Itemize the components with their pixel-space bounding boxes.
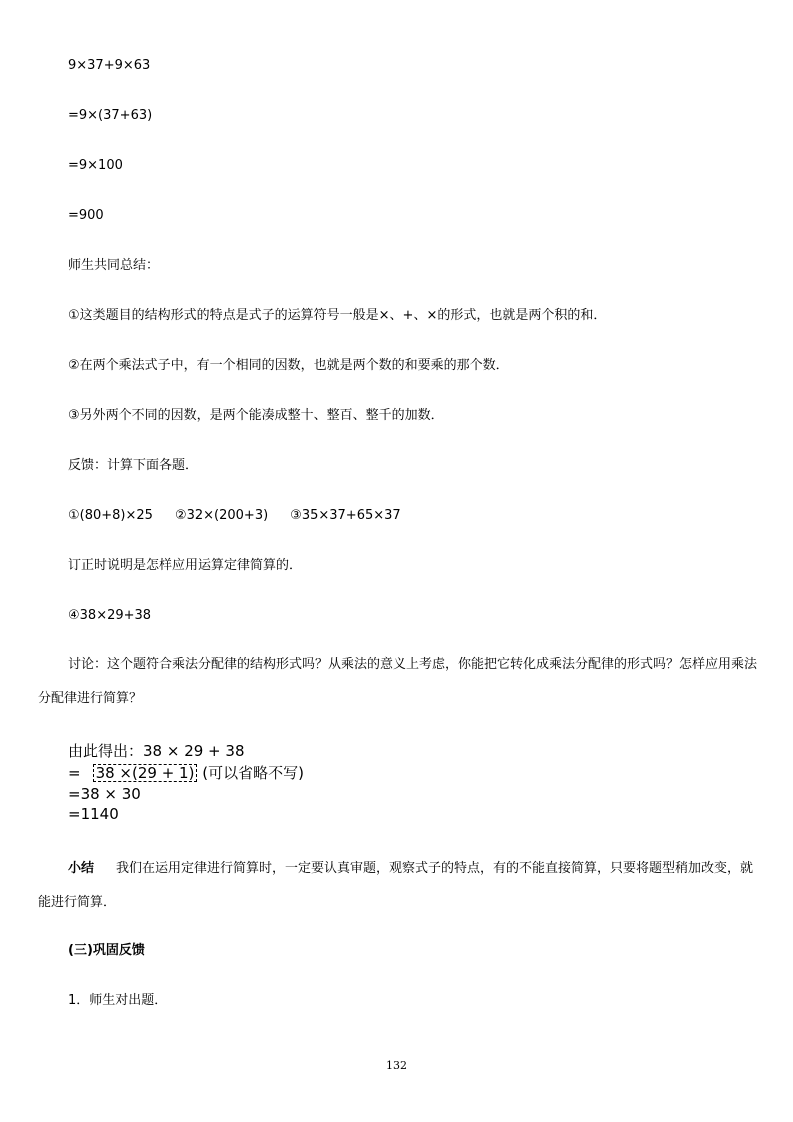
summary-point-2: ②在两个乘法式子中，有一个相同的因数，也就是两个数的和要乘的那个数． bbox=[68, 358, 509, 373]
exercise-4: ④38×29+38 bbox=[68, 608, 152, 623]
exercise-list bbox=[68, 507, 401, 525]
exercise-2: ②32×(200+3) bbox=[174, 508, 269, 523]
derivation-line-1 bbox=[68, 741, 245, 761]
derivation-intro: 由此得出： bbox=[68, 742, 144, 760]
step-line-2: =9×(37+63) bbox=[68, 108, 153, 123]
page-number: 132 bbox=[386, 1059, 407, 1072]
summary-heading: 师生共同总结： bbox=[68, 258, 160, 273]
derivation-equals: = bbox=[68, 764, 81, 782]
dashed-box-expression: 38 ×(29 + 1) bbox=[93, 764, 198, 782]
derivation-expression: 38 × 29 + 38 bbox=[143, 742, 245, 760]
exercise-1: ①(80+8)×25 bbox=[68, 508, 153, 523]
exercise-3: ③35×37+65×37 bbox=[290, 508, 401, 523]
item-1: 1．师生对出题． bbox=[68, 993, 168, 1008]
step-line-1: 9×37+9×63 bbox=[68, 58, 151, 73]
correction-note: 订正时说明是怎样应用运算定律简算的． bbox=[68, 558, 303, 573]
section-heading: (三)巩固反馈 bbox=[68, 943, 145, 958]
derivation-line-3: =38 × 30 bbox=[68, 785, 141, 803]
step-line-3: =9×100 bbox=[68, 158, 123, 173]
conclusion-paragraph bbox=[38, 852, 758, 920]
summary-point-3: ③另外两个不同的因数，是两个能凑成整十、整百、整千的加数． bbox=[68, 408, 444, 423]
feedback-intro: 反馈：计算下面各题． bbox=[68, 458, 199, 473]
derivation-line-2 bbox=[68, 763, 304, 783]
conclusion-text: 我们在运用定律进行简算时，一定要认真审题，观察式子的特点，有的不能直接简算，只要将题型稍加改变，就能进行简算． bbox=[38, 861, 754, 910]
discussion-paragraph: 讨论：这个题符合乘法分配律的结构形式吗？从乘法的意义上考虑，你能把它转化成乘法分配律的形式吗？怎样应用乘法分配律进行简算？ bbox=[38, 657, 758, 706]
omit-note: (可以省略不写) bbox=[202, 764, 304, 782]
derivation-line-4: =1140 bbox=[68, 805, 119, 823]
summary-point-1: ①这类题目的结构形式的特点是式子的运算符号一般是×、+、×的形式，也就是两个积的和． bbox=[68, 308, 607, 323]
conclusion-label: 小结 bbox=[68, 861, 95, 876]
step-line-4: =900 bbox=[68, 208, 104, 223]
